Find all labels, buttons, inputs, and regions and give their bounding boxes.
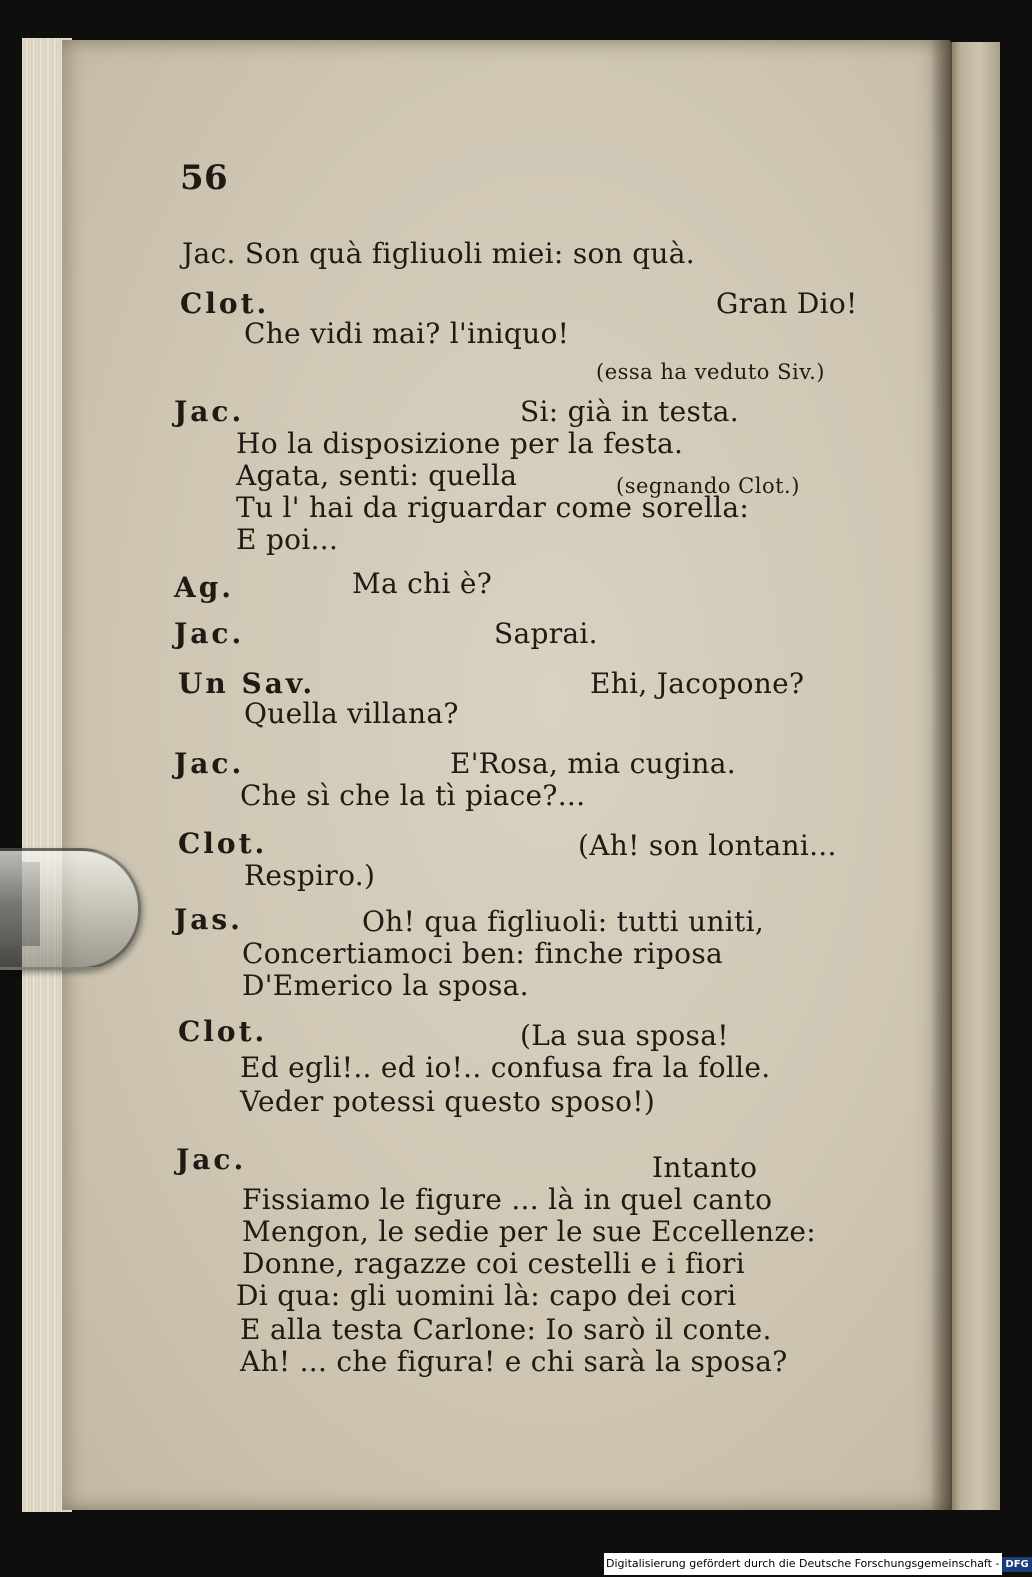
text-line-l40: E alla testa Carlone: Io sarò il conte. <box>240 1313 772 1346</box>
facing-page-edge <box>948 42 1000 1510</box>
text-line-l03: Gran Dio! <box>716 287 858 320</box>
text-line-l17: Un Sav. <box>178 667 316 700</box>
text-line-l07: Si: già in testa. <box>520 395 739 428</box>
text-line-l25: Respiro.) <box>244 859 376 892</box>
book-clip <box>0 848 141 970</box>
text-line-l11: Tu l' hai da riguardar come sorella: <box>236 491 750 524</box>
text-line-l20: Jac. <box>174 747 245 780</box>
text-line-l32: Ed egli!.. ed io!.. confusa fra la folle. <box>240 1051 771 1084</box>
text-line-l26: Jas. <box>174 903 243 936</box>
text-line-l04: Che vidi mai? l'iniquo! <box>244 317 570 350</box>
text-line-l31: (La sua sposa! <box>520 1019 729 1052</box>
text-line-l14: Ma chi è? <box>352 567 493 600</box>
text-line-l05: (essa ha veduto Siv.) <box>596 360 825 384</box>
text-line-l34: Jac. <box>176 1143 247 1176</box>
text-line-l19: Quella villana? <box>244 697 459 730</box>
text-line-l22: Che sì che la tì piace?... <box>240 779 586 812</box>
digitization-credit <box>604 1553 1029 1575</box>
text-line-l06: Jac. <box>174 395 245 428</box>
text-line-l15: Jac. <box>174 617 245 650</box>
text-line-l02: Clot. <box>180 287 270 320</box>
text-line-l38: Donne, ragazze coi cestelli e i fiori <box>242 1247 745 1280</box>
text-line-l16: Saprai. <box>494 617 598 650</box>
credit-text: Digitalisierung gefördert durch die Deutsche Forschungsgemeinschaft - <box>606 1557 1000 1570</box>
gutter-shadow <box>930 40 952 1510</box>
text-line-l28: Concertiamoci ben: finche riposa <box>242 937 723 970</box>
text-line-l24: (Ah! son lontani... <box>578 829 837 862</box>
text-line-l30: Clot. <box>178 1015 268 1048</box>
text-line-l27: Oh! qua figliuoli: tutti uniti, <box>362 905 765 938</box>
text-line-l36: Fissiamo le figure ... là in quel canto <box>242 1183 773 1216</box>
page-number: 56 <box>180 158 228 198</box>
text-line-l10: (segnando Clot.) <box>616 474 800 498</box>
text-line-l09: Agata, senti: quella <box>236 459 518 492</box>
dfg-logo: DFG <box>1002 1557 1031 1572</box>
text-line-l18: Ehi, Jacopone? <box>590 667 805 700</box>
text-line-l29: D'Emerico la sposa. <box>242 969 529 1002</box>
text-line-l39: Di qua: gli uomini là: capo dei cori <box>236 1279 737 1312</box>
text-line-l23: Clot. <box>178 827 268 860</box>
text-line-l35: Intanto <box>652 1151 758 1184</box>
text-line-l12: E poi... <box>236 523 339 556</box>
text-line-l41: Ah! ... che figura! e chi sarà la sposa? <box>240 1345 788 1378</box>
text-line-l33: Veder potessi questo sposo!) <box>240 1085 656 1118</box>
text-line-l01: Jac. Son quà figliuoli miei: son quà. <box>182 237 695 270</box>
text-line-l21: E'Rosa, mia cugina. <box>450 747 736 780</box>
text-line-l08: Ho la disposizione per la festa. <box>236 427 684 460</box>
text-line-l37: Mengon, le sedie per le sue Eccellenze: <box>242 1215 817 1248</box>
text-line-l13: Ag. <box>174 571 235 604</box>
